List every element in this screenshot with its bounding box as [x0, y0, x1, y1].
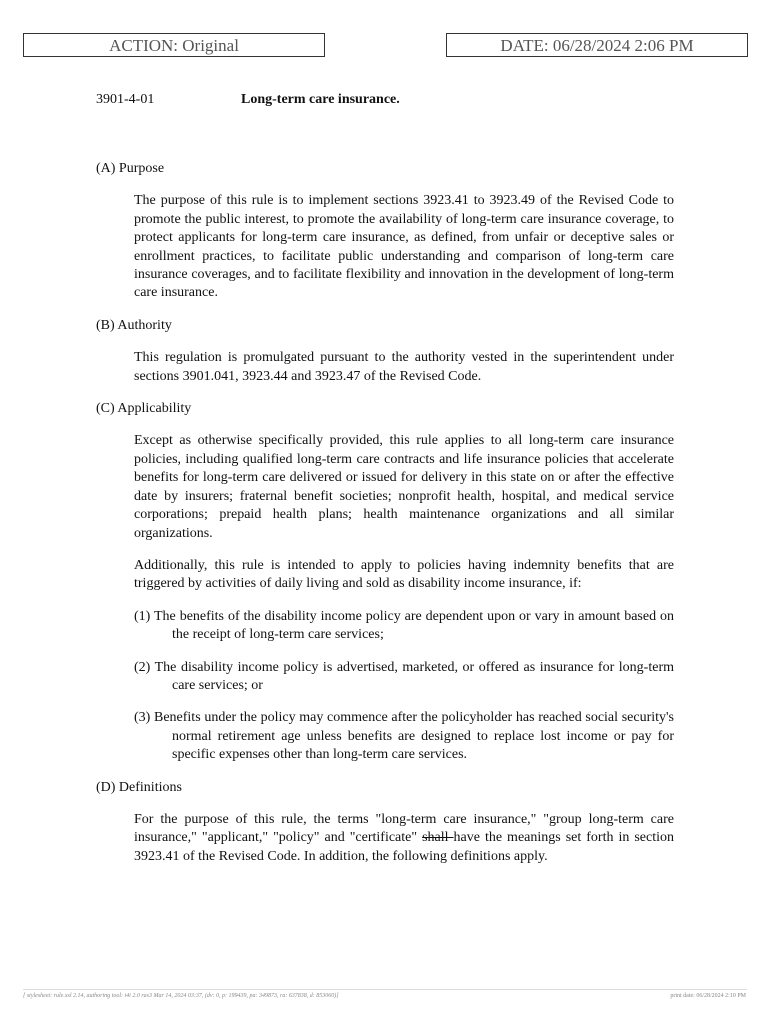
rule-title: Long-term care insurance.: [241, 92, 400, 107]
footer-print-date: print date: 06/28/2024 2:10 PM: [670, 993, 746, 999]
c-text1-part-b: and medical service corporations; prepaid health plans; health maintenance organizations and all similar organizations.: [134, 488, 675, 541]
section-b-heading: (B) Authority: [96, 317, 172, 333]
section-a-text: The purpose of this rule is to implement sections 3923.41 to 3923.49 of the Revised Code to promote the public interest, to promote the availability of long-term care insurance coverage, to protect applicants for long-term care insurance, as defined, from unfair or deceptive sales or enrollment practices, to facilitate public understanding and comparison of long-term care insurance coverages, and to facilitate flexibility and innovation in the development of long-term care insurance.: [134, 193, 674, 301]
footer-stylesheet-info: [ stylesheet: rule.xsl 2.14, authoring tool: i4i 2.0 ras3 Mar 14, 2024 03:37, (dv: 0, p: 199439, pa: 349873, ra: 637838, d: 853060)]: [23, 993, 339, 999]
inserted-comma: ,: [546, 488, 550, 504]
action-box: ACTION: Original: [23, 33, 325, 57]
rule-title-line: [96, 92, 400, 108]
section-c-text-2: Additionally, this rule is intended to apply to policies having indemnity benefits that are triggered by activities of daily living and sold as disability income insurance, if:: [134, 557, 674, 592]
section-a-heading: (A) Purpose: [96, 161, 165, 176]
date-box: DATE: 06/28/2024 2:06 PM: [446, 33, 748, 57]
section-d-text: [134, 811, 674, 866]
footer-divider: [23, 989, 747, 990]
c-item2-part-a: (2) The disability income policy is advertised, marketed: [134, 659, 455, 675]
section-c-item-1: (1) The benefits of the disability income policy are dependent upon or vary in amount based on the receipt of long-term care services;: [134, 608, 674, 643]
c-item2-part-b: or offered as insurance for long-term care services; or: [172, 659, 674, 693]
rule-body: [96, 160, 674, 878]
section-b-text: This regulation is promulgated pursuant to the authority vested in the superintendent under sections 3901.041, 3923.44 and 3923.47 of the Revised Code.: [134, 350, 674, 384]
inserted-comma-2: ,: [454, 659, 458, 675]
d-text-part-b: have the meanings set forth in section 3923.41 of the Revised Code. In addition, the following definitions apply.: [134, 830, 674, 864]
section-c-item-2: [134, 659, 674, 696]
struck-word: shall: [422, 830, 454, 846]
d-text-part-a: For the purpose of this rule, the terms "long-term care insurance," "group long-term care insurance," "applicant," "policy" and "certificate": [134, 811, 674, 846]
rule-number: 3901-4-01: [96, 92, 155, 107]
section-c-heading: (C) Applicability: [96, 401, 192, 417]
section-c-item-3: (3) Benefits under the policy may commence after the policyholder has reached social security's normal retirement age unless benefits are designed to replace lost income or pay for specific expenses other than long-term care services.: [134, 710, 674, 763]
section-d-heading: (D) Definitions: [96, 779, 182, 795]
c-text1-part-a: Except as otherwise specifically provided, this rule applies to all long-term care insurance policies, including qualified long-term care contracts and life insurance policies that accelerate benefits for long-term care delivered or issued for delivery in this state on or after the effective date by insurers; fraternal benefit societies; nonprofit health, hospital: [134, 433, 674, 504]
section-c-text-1: [134, 432, 674, 542]
